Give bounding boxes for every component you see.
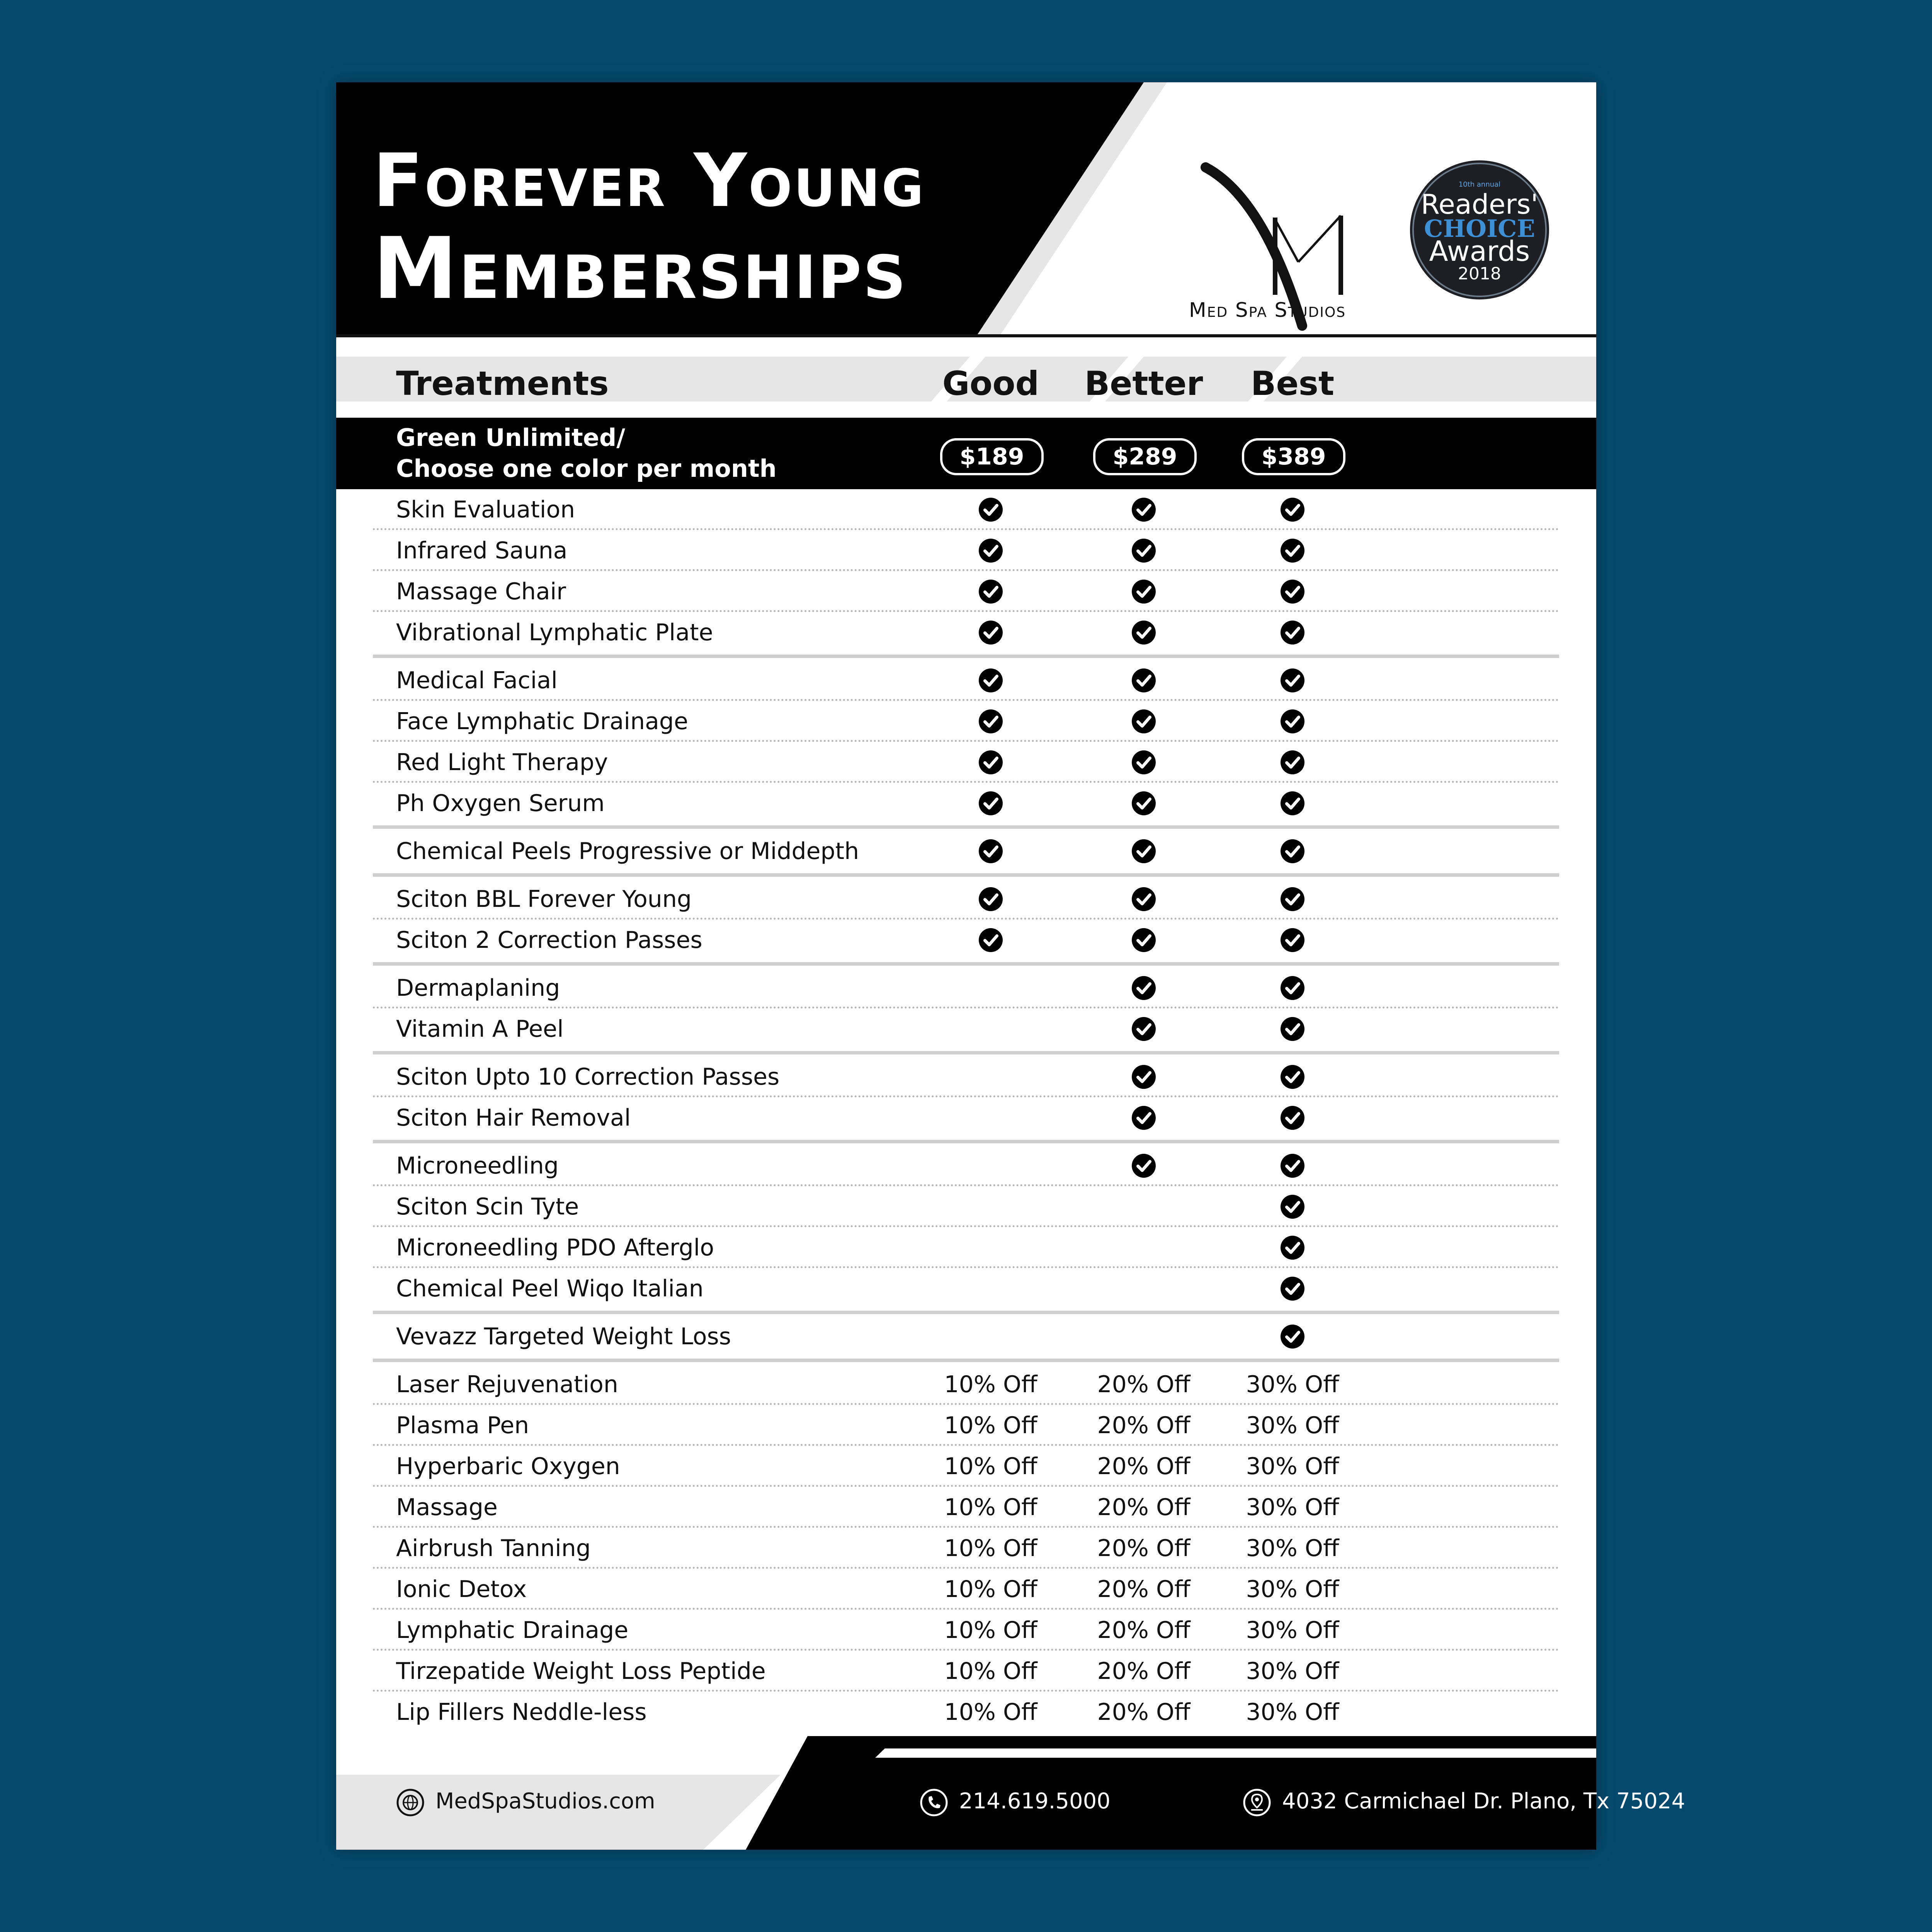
discount-best: 30% Off	[1246, 1494, 1339, 1521]
check-circle-icon	[978, 839, 1003, 864]
table-row	[336, 1009, 1596, 1049]
plan-name-line-2: Choose one color per month	[396, 454, 777, 483]
treatment-name: Dermaplaning	[396, 975, 560, 1002]
check-circle-icon	[1280, 839, 1305, 864]
discount-better: 20% Off	[1097, 1658, 1190, 1685]
discount-good: 10% Off	[944, 1617, 1037, 1644]
treatment-name: Lymphatic Drainage	[396, 1617, 629, 1644]
table-row	[336, 701, 1596, 742]
table-row	[336, 831, 1596, 872]
group-divider	[373, 1051, 1559, 1054]
price-good: $189	[940, 438, 1044, 475]
check-circle-icon	[1131, 791, 1156, 816]
discount-good: 10% Off	[944, 1699, 1037, 1726]
check-circle-icon	[1280, 791, 1305, 816]
discount-best: 30% Off	[1246, 1453, 1339, 1480]
table-row	[336, 1145, 1596, 1186]
table-row	[336, 1651, 1596, 1692]
check-circle-icon	[978, 497, 1003, 522]
phone-text: 214.619.5000	[959, 1789, 1111, 1814]
discount-good: 10% Off	[944, 1494, 1037, 1521]
check-circle-icon	[978, 928, 1003, 952]
check-circle-icon	[1280, 1235, 1305, 1260]
title-line-2: Memberships	[373, 219, 908, 318]
table-row	[336, 1487, 1596, 1528]
check-circle-icon	[1280, 497, 1305, 522]
discount-good: 10% Off	[944, 1658, 1037, 1685]
treatment-name: Sciton Hair Removal	[396, 1104, 631, 1131]
check-circle-icon	[1280, 1276, 1305, 1301]
check-circle-icon	[1131, 538, 1156, 563]
treatment-name: Microneedling PDO Afterglo	[396, 1234, 714, 1261]
check-circle-icon	[1131, 1153, 1156, 1178]
check-circle-icon	[1131, 750, 1156, 775]
page-title	[373, 138, 925, 318]
discount-best: 30% Off	[1246, 1576, 1339, 1603]
treatment-name: Sciton BBL Forever Young	[396, 886, 692, 913]
check-circle-icon	[1131, 928, 1156, 952]
discount-better: 20% Off	[1097, 1617, 1190, 1644]
treatment-name: Massage	[396, 1494, 498, 1521]
group-divider	[373, 1140, 1559, 1143]
discount-better: 20% Off	[1097, 1535, 1190, 1562]
discount-good: 10% Off	[944, 1576, 1037, 1603]
check-circle-icon	[978, 709, 1003, 734]
check-circle-icon	[978, 579, 1003, 604]
discount-better: 20% Off	[1097, 1576, 1190, 1603]
column-header-good: Good	[942, 364, 1039, 403]
discount-better: 20% Off	[1097, 1412, 1190, 1439]
group-divider	[373, 1359, 1559, 1362]
check-circle-icon	[1280, 976, 1305, 1000]
footer-phone[interactable]	[920, 1784, 1111, 1819]
treatment-name: Vevazz Targeted Weight Loss	[396, 1323, 731, 1350]
check-circle-icon	[1131, 1017, 1156, 1041]
price-best: $389	[1242, 438, 1345, 475]
table-row	[336, 1446, 1596, 1487]
group-divider	[373, 962, 1559, 966]
readers-choice-award-badge	[1409, 160, 1550, 301]
treatment-name: Skin Evaluation	[396, 496, 575, 523]
check-circle-icon	[1280, 1324, 1305, 1349]
treatment-name: Ionic Detox	[396, 1576, 527, 1603]
svg-text:CHOICE: CHOICE	[1424, 214, 1535, 243]
table-row	[336, 1097, 1596, 1138]
check-circle-icon	[1131, 668, 1156, 693]
svg-text:Readers': Readers'	[1421, 189, 1538, 220]
table-row	[336, 660, 1596, 701]
table-row	[336, 742, 1596, 783]
discount-best: 30% Off	[1246, 1617, 1339, 1644]
table-row	[336, 920, 1596, 961]
treatment-name: Face Lymphatic Drainage	[396, 708, 688, 735]
discount-best: 30% Off	[1246, 1412, 1339, 1439]
check-circle-icon	[1131, 976, 1156, 1000]
check-circle-icon	[978, 887, 1003, 912]
svg-text:2018: 2018	[1458, 264, 1501, 284]
treatment-name: Red Light Therapy	[396, 749, 608, 776]
check-circle-icon	[1280, 620, 1305, 645]
treatment-name: Sciton Upto 10 Correction Passes	[396, 1063, 780, 1090]
column-header-better: Better	[1084, 364, 1203, 403]
treatment-name: Ph Oxygen Serum	[396, 790, 605, 817]
table-row	[336, 530, 1596, 571]
table-row	[336, 489, 1596, 530]
discount-good: 10% Off	[944, 1412, 1037, 1439]
table-row	[336, 1528, 1596, 1569]
group-divider	[373, 825, 1559, 829]
globe-icon	[396, 1788, 425, 1817]
discount-better: 20% Off	[1097, 1371, 1190, 1398]
discount-good: 10% Off	[944, 1371, 1037, 1398]
check-circle-icon	[1280, 1065, 1305, 1089]
check-circle-icon	[1131, 1105, 1156, 1130]
table-row	[336, 1569, 1596, 1610]
table-row	[336, 1364, 1596, 1405]
location-pin-icon	[1243, 1788, 1271, 1817]
address-text: 4032 Carmichael Dr. Plano, Tx 75024	[1282, 1789, 1685, 1814]
table-row	[336, 1316, 1596, 1357]
check-circle-icon	[1280, 1194, 1305, 1219]
treatment-name: Sciton 2 Correction Passes	[396, 927, 702, 954]
discount-good: 10% Off	[944, 1453, 1037, 1480]
check-circle-icon	[1131, 709, 1156, 734]
svg-text:Awards: Awards	[1429, 235, 1530, 267]
treatment-name: Infrared Sauna	[396, 537, 568, 564]
discount-best: 30% Off	[1246, 1371, 1339, 1398]
check-circle-icon	[1280, 1105, 1305, 1130]
check-circle-icon	[1131, 620, 1156, 645]
table-row	[336, 1405, 1596, 1446]
footer-address[interactable]	[1243, 1784, 1685, 1819]
table-row	[336, 1227, 1596, 1268]
table-row	[336, 783, 1596, 824]
phone-icon	[920, 1788, 948, 1817]
treatment-name: Airbrush Tanning	[396, 1535, 591, 1562]
plan-name	[396, 422, 777, 484]
group-divider	[373, 1311, 1559, 1314]
group-divider	[373, 655, 1559, 658]
plan-name-line-1: Green Unlimited/	[396, 423, 625, 452]
title-line-1: Forever Young	[373, 138, 925, 223]
table-row	[336, 1056, 1596, 1097]
price-better: $289	[1093, 438, 1197, 475]
check-circle-icon	[1131, 887, 1156, 912]
discount-good: 10% Off	[944, 1535, 1037, 1562]
table-row	[336, 571, 1596, 612]
footer-website[interactable]	[396, 1784, 655, 1819]
table-row	[336, 879, 1596, 920]
treatment-name: Massage Chair	[396, 578, 566, 605]
check-circle-icon	[1131, 579, 1156, 604]
treatment-name: Laser Rejuvenation	[396, 1371, 618, 1398]
column-header-best: Best	[1250, 364, 1335, 403]
discount-better: 20% Off	[1097, 1453, 1190, 1480]
check-circle-icon	[1131, 839, 1156, 864]
table-row	[336, 968, 1596, 1009]
treatment-name: Chemical Peel Wiqo Italian	[396, 1275, 704, 1302]
check-circle-icon	[1131, 497, 1156, 522]
treatment-name: Lip Fillers Neddle-less	[396, 1699, 647, 1726]
treatment-name: Medical Facial	[396, 667, 558, 694]
check-circle-icon	[1280, 538, 1305, 563]
discount-better: 20% Off	[1097, 1699, 1190, 1726]
treatment-name: Chemical Peels Progressive or Middepth	[396, 838, 859, 865]
table-row	[336, 1692, 1596, 1733]
treatment-name: Vibrational Lymphatic Plate	[396, 619, 713, 646]
check-circle-icon	[978, 538, 1003, 563]
discount-best: 30% Off	[1246, 1699, 1339, 1726]
table-row	[336, 1610, 1596, 1651]
treatment-name: Sciton Scin Tyte	[396, 1193, 579, 1220]
check-circle-icon	[1280, 1017, 1305, 1041]
column-header-treatments: Treatments	[396, 364, 609, 403]
website-text: MedSpaStudios.com	[435, 1789, 655, 1814]
treatment-name: Vitamin A Peel	[396, 1015, 564, 1043]
brand-name: Med Spa Studios	[1189, 299, 1346, 322]
check-circle-icon	[1280, 887, 1305, 912]
treatment-name: Hyperbaric Oxygen	[396, 1453, 620, 1480]
svg-text:10th annual: 10th annual	[1458, 180, 1501, 189]
table-row	[336, 1268, 1596, 1309]
header-divider	[336, 334, 1596, 337]
check-circle-icon	[978, 620, 1003, 645]
check-circle-icon	[1280, 709, 1305, 734]
check-circle-icon	[1280, 750, 1305, 775]
table-row	[336, 1186, 1596, 1227]
med-spa-m-logo	[1186, 121, 1352, 322]
group-divider	[373, 873, 1559, 877]
check-circle-icon	[978, 791, 1003, 816]
check-circle-icon	[1280, 1153, 1305, 1178]
table-row	[336, 612, 1596, 653]
check-circle-icon	[1131, 1065, 1156, 1089]
discount-better: 20% Off	[1097, 1494, 1190, 1521]
check-circle-icon	[1280, 668, 1305, 693]
check-circle-icon	[1280, 928, 1305, 952]
check-circle-icon	[978, 668, 1003, 693]
membership-flyer	[336, 82, 1685, 1850]
treatment-name: Tirzepatide Weight Loss Peptide	[396, 1658, 766, 1685]
check-circle-icon	[978, 750, 1003, 775]
treatment-name: Microneedling	[396, 1152, 559, 1179]
check-circle-icon	[1280, 579, 1305, 604]
treatment-name: Plasma Pen	[396, 1412, 529, 1439]
discount-best: 30% Off	[1246, 1658, 1339, 1685]
discount-best: 30% Off	[1246, 1535, 1339, 1562]
